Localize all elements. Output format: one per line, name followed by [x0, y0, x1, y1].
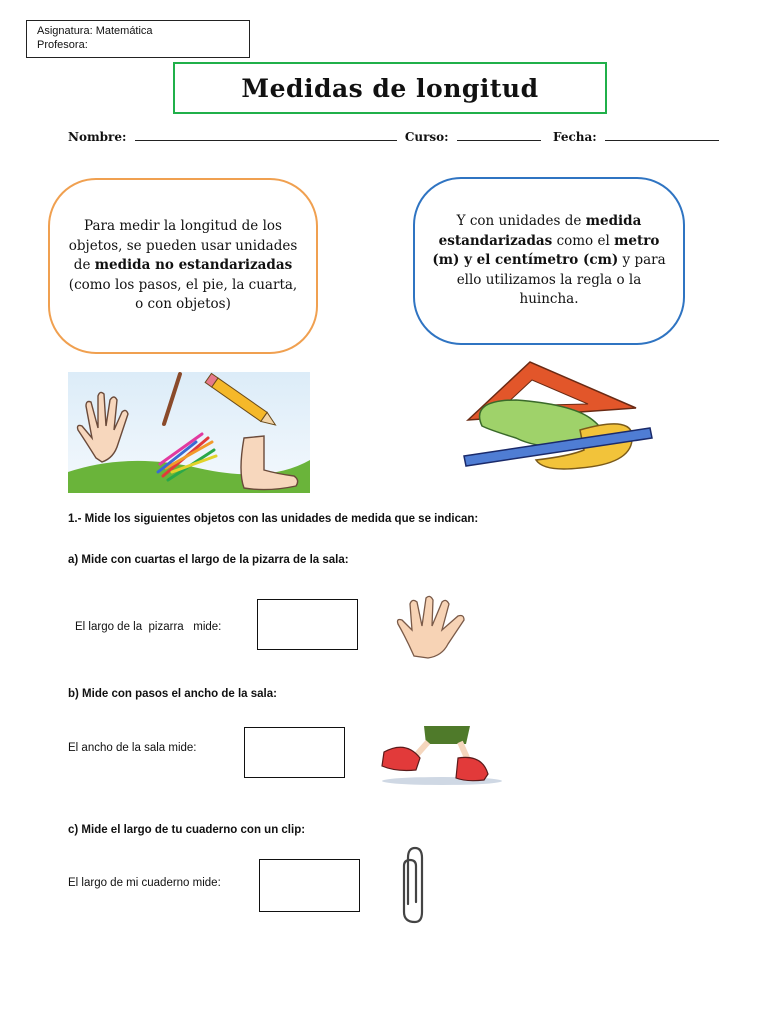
name-field[interactable] [135, 130, 397, 141]
exercise-instruction: 1.- Mide los siguientes objetos con las unidades de medida que se indican: [68, 513, 479, 525]
info-right-bold-1: medida estandarizadas [438, 213, 642, 249]
answer-label-b: El ancho de la sala mide: [68, 742, 197, 754]
info-left-text-2: (como los pasos, el pie, la cuarta, o con objetos) [68, 276, 298, 313]
subject-box [26, 20, 250, 58]
info-left-bold: medida no estandarizadas [94, 257, 293, 274]
standard-units-bubble [413, 177, 685, 345]
page-title: Medidas de longitud [173, 62, 607, 114]
course-label: Curso: [404, 130, 449, 144]
date-label: Fecha: [553, 130, 597, 144]
answer-label-c: El largo de mi cuaderno mide: [68, 877, 221, 889]
answer-box-b[interactable] [244, 727, 345, 778]
info-right-text-1: Y con unidades de [456, 213, 586, 230]
non-standard-units-bubble [48, 178, 318, 354]
question-a: a) Mide con cuartas el largo de la pizarra de la sala: [68, 554, 349, 566]
info-right-text-3: y para ello utilizamos la regla o la huincha. [456, 252, 666, 308]
question-b: b) Mide con pasos el ancho de la sala: [68, 688, 277, 700]
standard-units-illustration [460, 360, 656, 476]
answer-box-a[interactable] [257, 599, 358, 650]
paper-clip-icon [398, 844, 432, 926]
course-field[interactable] [457, 130, 541, 141]
info-left-text-1: Para medir la longitud de los objetos, se pueden usar unidades de [68, 218, 298, 274]
hand-icon [392, 594, 490, 660]
answer-box-c[interactable] [259, 859, 360, 912]
name-label: Nombre: [68, 130, 127, 144]
info-right-text-2: como el [552, 232, 615, 249]
walking-feet-icon [376, 726, 502, 788]
info-right-bold-2: metro (m) y el centímetro (cm) [432, 232, 660, 269]
subject-label: Asignatura: Matemática [37, 25, 153, 37]
date-field[interactable] [605, 130, 719, 141]
non-standard-units-illustration [68, 372, 310, 493]
question-c: c) Mide el largo de tu cuaderno con un clip: [68, 824, 306, 836]
teacher-label: Profesora: [37, 39, 88, 51]
student-fields [68, 130, 719, 144]
answer-label-a: El largo de la pizarra mide: [75, 621, 222, 633]
